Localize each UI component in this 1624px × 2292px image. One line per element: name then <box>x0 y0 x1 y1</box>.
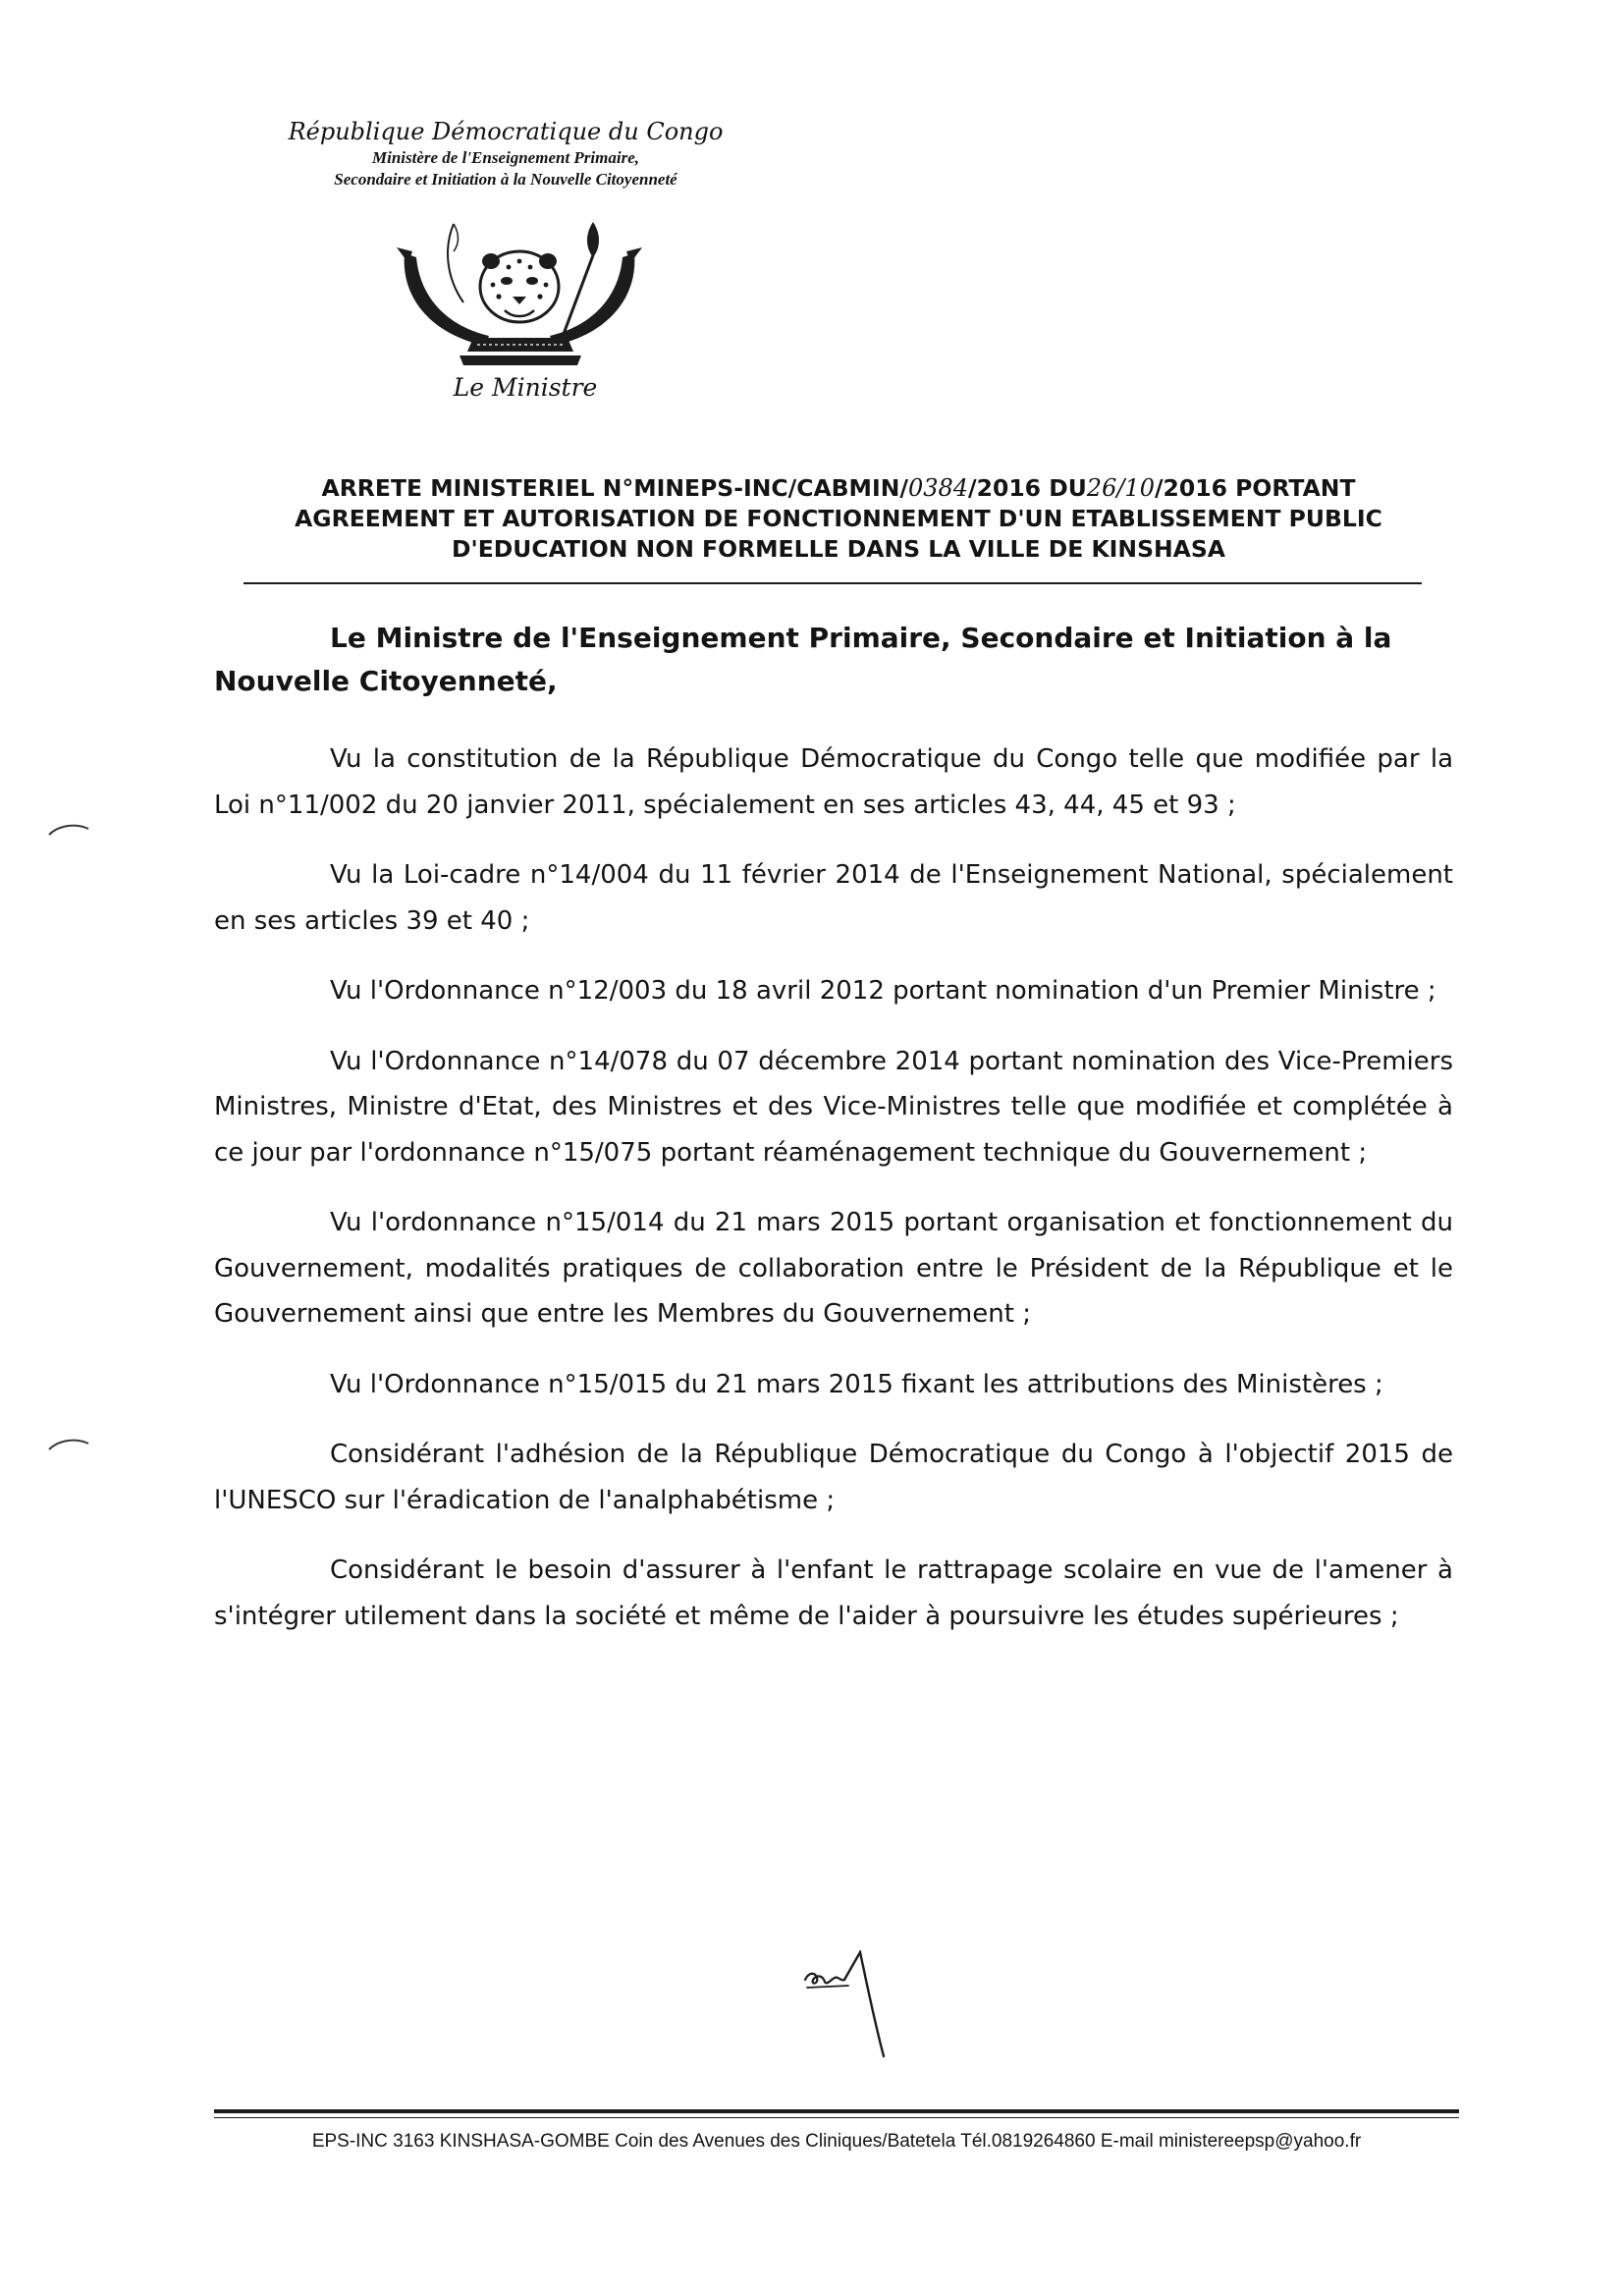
paragraph-considerant-rattrapage: Considérant le besoin d'assurer à l'enfant le rattrapage scolaire en vue de l'amener à s'intégrer utilement dans la société et même de l'aider à poursuivre les études supérieures ; <box>214 1555 1453 1631</box>
coat-of-arms-leopard-icon <box>391 218 648 373</box>
paragraph-ordonnance-attributions: Vu l'Ordonnance n°15/015 du 21 mars 2015 fixant les attributions des Ministères ; <box>330 1369 1383 1399</box>
preamble-line1: Le Ministre de l'Enseignement Primaire, Secondaire et Initiation à la <box>330 622 1392 654</box>
decree-title-mid: /2016 DU <box>968 474 1087 502</box>
preamble <box>214 617 1451 703</box>
decree-number-handwritten: 0384 <box>907 474 969 502</box>
preamble-line2: Nouvelle Citoyenneté, <box>214 665 558 697</box>
scan-punch-mark <box>47 821 90 839</box>
letterhead-minister-title: Le Ministre <box>453 373 598 402</box>
paragraph-ordonnance-premier-ministre: Vu l'Ordonnance n°12/003 du 18 avril 2012 portant nomination d'un Premier Ministre ; <box>330 976 1436 1006</box>
footer-rule-thin <box>214 2117 1459 2118</box>
letterhead-ministry-line2: Secondaire et Initiation à la Nouvelle Citoyenneté <box>334 170 677 189</box>
letterhead-country: République Démocratique du Congo <box>288 118 724 145</box>
decree-title-line2: AGREEMENT ET AUTORISATION DE FONCTIONNEMENT D'UN ETABLISSEMENT PUBLIC <box>295 505 1382 532</box>
title-underline <box>244 582 1422 584</box>
letterhead-ministry-line1: Ministère de l'Enseignement Primaire, <box>371 148 639 167</box>
decree-body <box>214 737 1453 1664</box>
scan-punch-mark <box>47 1436 90 1453</box>
paragraph-constitution: Vu la constitution de la République Démocratique du Congo telle que modifiée par la Loi n°11/002 du 20 janvier 2011, spécialement en ses articles 43, 44, 45 et 93 ; <box>214 744 1453 820</box>
handwritten-signature-icon <box>801 1950 915 2060</box>
decree-title-prefix: ARRETE MINISTERIEL N°MINEPS-INC/CABMIN/ <box>321 474 908 502</box>
paragraph-ordonnance-ministres: Vu l'Ordonnance n°14/078 du 07 décembre 2014 portant nomination des Vice-Premiers Ministres, Ministre d'Etat, des Ministres et des Vice-Ministres telle que modifiée et complétée à ce jour par l'ordonnance n°15/075 portant réaménagement technique du Gouvernement ; <box>214 1046 1453 1168</box>
paragraph-considerant-unesco: Considérant l'adhésion de la République Démocratique du Congo à l'objectif 2015 de l'UNESCO sur l'éradication de l'analphabétisme ; <box>214 1440 1453 1515</box>
letterhead <box>265 116 746 191</box>
decree-title-line1 <box>234 473 1443 504</box>
decree-date-handwritten: 26/10 <box>1086 474 1155 502</box>
footer-address: EPS-INC 3163 KINSHASA-GOMBE Coin des Avenues des Cliniques/Batetela Tél.0819264860 E-mail ministereepsp@yahoo.fr <box>311 2131 1362 2152</box>
decree-title-suffix: /2016 PORTANT <box>1154 474 1356 502</box>
footer-rule <box>214 2109 1459 2113</box>
decree-title-line3: D'EDUCATION NON FORMELLE DANS LA VILLE DE KINSHASA <box>452 535 1225 563</box>
paragraph-loi-cadre: Vu la Loi-cadre n°14/004 du 11 février 2014 de l'Enseignement National, spécialement en ses articles 39 et 40 ; <box>214 860 1453 936</box>
paragraph-ordonnance-organisation: Vu l'ordonnance n°15/014 du 21 mars 2015 portant organisation et fonctionnement du Gouvernement, modalités pratiques de collaboration entre le Président de la République et le Gouvernement ainsi que entre les Membres du Gouvernement ; <box>214 1208 1453 1329</box>
decree-title <box>234 473 1443 565</box>
